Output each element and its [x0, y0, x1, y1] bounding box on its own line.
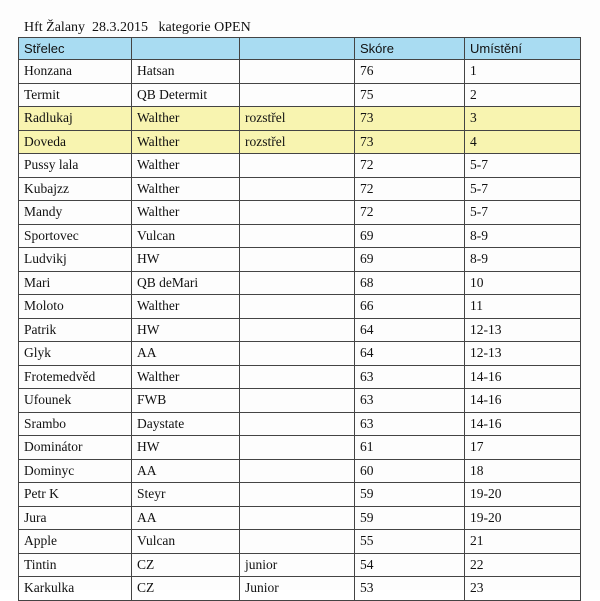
table-row	[19, 177, 581, 201]
cell-shooter-name: Glyk	[19, 342, 132, 366]
table-row	[19, 271, 581, 295]
cell-place: 23	[465, 577, 581, 601]
cell-gun: HW	[132, 318, 240, 342]
cell-gun: Walther	[132, 201, 240, 225]
cell-score: 54	[355, 553, 465, 577]
cell-place: 10	[465, 271, 581, 295]
table-row	[19, 506, 581, 530]
cell-note: junior	[240, 553, 355, 577]
table-row	[19, 553, 581, 577]
cell-gun: QB deMari	[132, 271, 240, 295]
table-row	[19, 389, 581, 413]
cell-place: 22	[465, 553, 581, 577]
cell-place: 2	[465, 83, 581, 107]
cell-shooter-name: Tintin	[19, 553, 132, 577]
cell-score: 63	[355, 412, 465, 436]
cell-note	[240, 271, 355, 295]
header-row	[19, 38, 581, 60]
cell-score: 69	[355, 248, 465, 272]
cell-note	[240, 224, 355, 248]
cell-gun: AA	[132, 342, 240, 366]
cell-place: 18	[465, 459, 581, 483]
cell-gun: AA	[132, 506, 240, 530]
page-title: Hft Žalany 28.3.2015 kategorie OPEN	[24, 20, 251, 35]
table-row	[19, 459, 581, 483]
table-row	[19, 224, 581, 248]
cell-note	[240, 318, 355, 342]
cell-note: Junior	[240, 577, 355, 601]
cell-shooter-name: Apple	[19, 530, 132, 554]
cell-shooter-name: Ufounek	[19, 389, 132, 413]
cell-place: 11	[465, 295, 581, 319]
cell-score: 64	[355, 342, 465, 366]
cell-place: 14-16	[465, 389, 581, 413]
cell-note	[240, 154, 355, 178]
cell-score: 63	[355, 389, 465, 413]
cell-note	[240, 201, 355, 225]
cell-gun: CZ	[132, 553, 240, 577]
cell-place: 19-20	[465, 506, 581, 530]
cell-gun: Walther	[132, 295, 240, 319]
cell-score: 72	[355, 154, 465, 178]
cell-place: 12-13	[465, 342, 581, 366]
cell-place: 14-16	[465, 412, 581, 436]
cell-gun: Hatsan	[132, 60, 240, 84]
cell-score: 64	[355, 318, 465, 342]
cell-shooter-name: Radlukaj	[19, 107, 132, 131]
cell-gun: AA	[132, 459, 240, 483]
cell-score: 73	[355, 107, 465, 131]
cell-shooter-name: Termit	[19, 83, 132, 107]
table-row	[19, 60, 581, 84]
cell-place: 19-20	[465, 483, 581, 507]
cell-score: 76	[355, 60, 465, 84]
cell-note: rozstřel	[240, 130, 355, 154]
table-row	[19, 342, 581, 366]
cell-note	[240, 342, 355, 366]
table-row	[19, 130, 581, 154]
cell-note	[240, 295, 355, 319]
table-row	[19, 365, 581, 389]
cell-note	[240, 365, 355, 389]
cell-gun: Daystate	[132, 412, 240, 436]
cell-shooter-name: Doveda	[19, 130, 132, 154]
cell-shooter-name: Srambo	[19, 412, 132, 436]
cell-note	[240, 436, 355, 460]
table-body	[19, 60, 581, 601]
cell-gun: Walther	[132, 107, 240, 131]
cell-gun: HW	[132, 436, 240, 460]
cell-gun: QB Determit	[132, 83, 240, 107]
header-note	[240, 38, 355, 60]
cell-score: 59	[355, 506, 465, 530]
cell-shooter-name: Jura	[19, 506, 132, 530]
header-gun	[132, 38, 240, 60]
cell-score: 66	[355, 295, 465, 319]
cell-place: 21	[465, 530, 581, 554]
table-row	[19, 295, 581, 319]
cell-note	[240, 530, 355, 554]
cell-gun: FWB	[132, 389, 240, 413]
cell-place: 3	[465, 107, 581, 131]
table-header	[19, 38, 581, 60]
cell-gun: Vulcan	[132, 530, 240, 554]
cell-place: 4	[465, 130, 581, 154]
cell-place: 12-13	[465, 318, 581, 342]
cell-note	[240, 412, 355, 436]
table-row	[19, 483, 581, 507]
header-shooter: Střelec	[19, 38, 132, 60]
table-row	[19, 577, 581, 601]
table-row	[19, 530, 581, 554]
cell-note	[240, 177, 355, 201]
cell-place: 5-7	[465, 177, 581, 201]
table-row	[19, 248, 581, 272]
cell-note	[240, 83, 355, 107]
cell-gun: Walther	[132, 365, 240, 389]
cell-score: 55	[355, 530, 465, 554]
cell-gun: Walther	[132, 177, 240, 201]
cell-shooter-name: Ludvikj	[19, 248, 132, 272]
cell-note: rozstřel	[240, 107, 355, 131]
cell-score: 75	[355, 83, 465, 107]
cell-shooter-name: Sportovec	[19, 224, 132, 248]
table-row	[19, 412, 581, 436]
cell-place: 8-9	[465, 224, 581, 248]
cell-gun: HW	[132, 248, 240, 272]
cell-score: 61	[355, 436, 465, 460]
header-place: Umístění	[465, 38, 581, 60]
cell-note	[240, 483, 355, 507]
table-row	[19, 154, 581, 178]
cell-gun: Steyr	[132, 483, 240, 507]
cell-score: 73	[355, 130, 465, 154]
table-row	[19, 201, 581, 225]
cell-gun: CZ	[132, 577, 240, 601]
results-table	[18, 37, 581, 601]
cell-note	[240, 60, 355, 84]
cell-shooter-name: Kubajzz	[19, 177, 132, 201]
cell-score: 63	[355, 365, 465, 389]
table-row	[19, 436, 581, 460]
table-row	[19, 83, 581, 107]
cell-shooter-name: Moloto	[19, 295, 132, 319]
cell-shooter-name: Dominyc	[19, 459, 132, 483]
cell-score: 53	[355, 577, 465, 601]
cell-place: 1	[465, 60, 581, 84]
cell-gun: Vulcan	[132, 224, 240, 248]
cell-score: 72	[355, 201, 465, 225]
cell-place: 5-7	[465, 154, 581, 178]
cell-shooter-name: Karkulka	[19, 577, 132, 601]
cell-note	[240, 459, 355, 483]
cell-place: 8-9	[465, 248, 581, 272]
cell-gun: Walther	[132, 154, 240, 178]
header-score: Skóre	[355, 38, 465, 60]
cell-shooter-name: Petr K	[19, 483, 132, 507]
cell-shooter-name: Frotemedvěd	[19, 365, 132, 389]
table-row	[19, 107, 581, 131]
cell-gun: Walther	[132, 130, 240, 154]
cell-score: 68	[355, 271, 465, 295]
cell-score: 59	[355, 483, 465, 507]
cell-place: 14-16	[465, 365, 581, 389]
cell-note	[240, 248, 355, 272]
cell-score: 72	[355, 177, 465, 201]
cell-note	[240, 506, 355, 530]
cell-score: 69	[355, 224, 465, 248]
cell-place: 17	[465, 436, 581, 460]
cell-note	[240, 389, 355, 413]
cell-score: 60	[355, 459, 465, 483]
cell-shooter-name: Honzana	[19, 60, 132, 84]
cell-shooter-name: Mari	[19, 271, 132, 295]
cell-shooter-name: Patrik	[19, 318, 132, 342]
cell-shooter-name: Dominátor	[19, 436, 132, 460]
cell-shooter-name: Mandy	[19, 201, 132, 225]
cell-place: 5-7	[465, 201, 581, 225]
table-row	[19, 318, 581, 342]
cell-shooter-name: Pussy lala	[19, 154, 132, 178]
